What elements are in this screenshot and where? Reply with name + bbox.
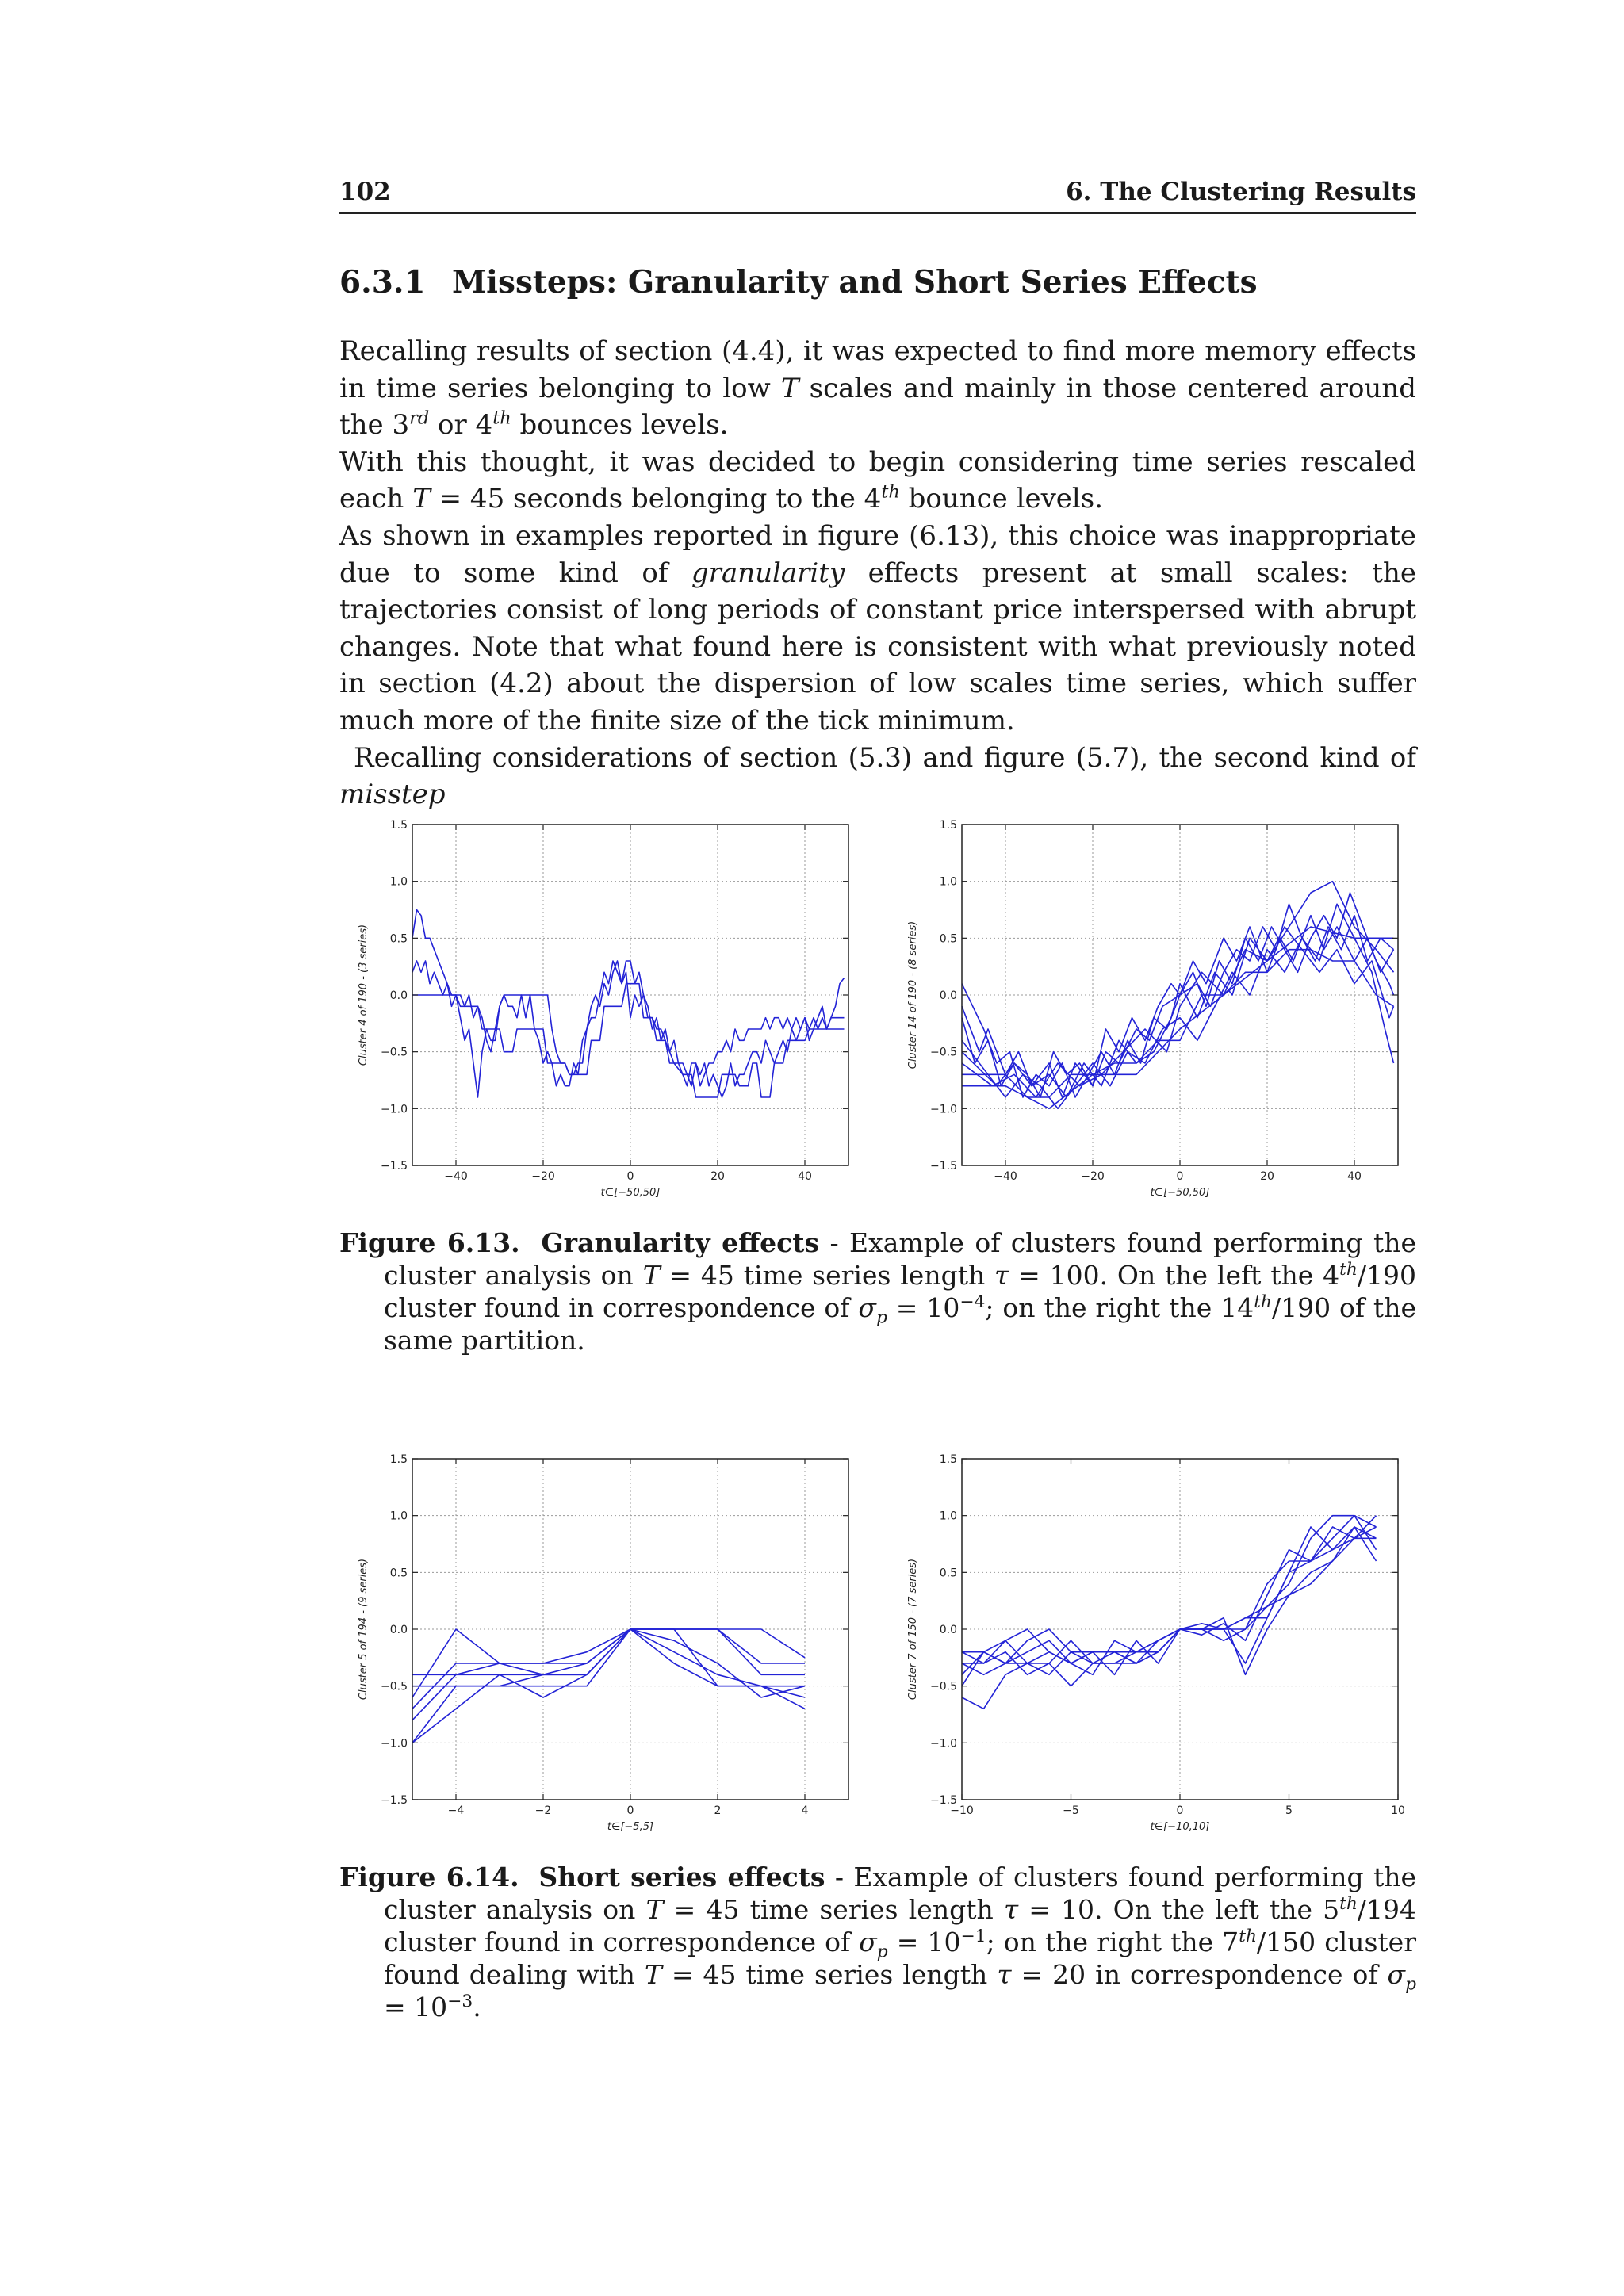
superscript: th <box>1254 1292 1272 1312</box>
paragraph-3 <box>339 518 1416 740</box>
y-tick-label: 0.0 <box>389 989 408 1002</box>
text-span: bounce levels. <box>899 483 1104 515</box>
emphasis: misstep <box>339 779 446 811</box>
y-tick-label: 1.5 <box>389 819 408 832</box>
section-heading: Missteps: Granularity and Short Series Effects <box>452 264 1258 300</box>
math-sigma: σ <box>1387 1959 1406 1990</box>
text-span: = 45 time series length <box>661 1959 998 1990</box>
math-T: T <box>645 1894 664 1925</box>
figure-label: Figure 6.14. <box>339 1862 519 1892</box>
x-axis-label: t∈[−10,10] <box>1150 1821 1210 1833</box>
y-axis-label: Cluster 5 of 194 - (9 series) <box>358 1558 370 1701</box>
figure-title: Short series effects <box>538 1862 825 1892</box>
x-tick-label: 4 <box>801 1804 809 1817</box>
y-tick-label: 1.0 <box>939 1510 957 1523</box>
y-tick-label: −0.5 <box>930 1680 957 1693</box>
superscript: −4 <box>959 1292 986 1312</box>
caption-text <box>339 1861 1416 2023</box>
text-span: = 45 seconds belonging to the 4 <box>430 483 882 515</box>
y-tick-label: −1.5 <box>381 1794 408 1807</box>
y-axis-label: Cluster 4 of 190 - (3 series) <box>358 924 370 1066</box>
paragraph-2 <box>339 444 1416 518</box>
y-tick-label: 0.5 <box>939 1567 957 1580</box>
math-sigma: σ <box>858 1292 876 1323</box>
series-line <box>412 1629 805 1720</box>
section-number: 6.3.1 <box>339 264 426 300</box>
x-tick-label: −40 <box>994 1170 1017 1183</box>
series-line <box>962 1516 1377 1675</box>
series-line <box>962 1527 1377 1674</box>
text-span: scales and mainly in those centered around the 3 <box>339 372 1416 442</box>
page-header <box>339 176 1416 214</box>
y-tick-label: 0.0 <box>389 1624 408 1636</box>
figure-6-13-caption <box>339 1226 1416 1357</box>
chapter-title: 6. The Clustering Results <box>1066 178 1416 206</box>
y-tick-label: 0.5 <box>939 932 957 946</box>
text-span: /190 of the same partition. <box>384 1292 1416 1356</box>
math-T: T <box>412 483 431 515</box>
y-tick-label: 0.5 <box>389 1567 408 1580</box>
y-tick-label: −1.5 <box>381 1160 408 1173</box>
y-tick-label: 1.0 <box>389 875 408 889</box>
page-number: 102 <box>339 178 391 206</box>
figure-6-13-right-plot <box>898 813 1422 1209</box>
figure-6-14-right-plot <box>898 1447 1422 1843</box>
series-line <box>962 916 1394 1097</box>
series-line <box>962 950 1394 1097</box>
text-span: = 45 time series length <box>660 1260 995 1291</box>
series-line <box>962 882 1394 1097</box>
y-tick-label: −1.0 <box>381 1737 408 1751</box>
text-span: /190 cluster found in correspondence of <box>384 1260 1416 1323</box>
y-tick-label: 0.0 <box>939 1624 957 1636</box>
y-axis-label: Cluster 7 of 150 - (7 series) <box>907 1558 919 1701</box>
text-span: /150 cluster found dealing with <box>384 1927 1416 1990</box>
math-sigma: σ <box>859 1927 877 1957</box>
superscript: rd <box>409 408 430 429</box>
x-tick-label: −20 <box>1081 1170 1105 1183</box>
superscript: th <box>1239 1927 1258 1946</box>
x-tick-label: 0 <box>1176 1804 1184 1817</box>
figure-6-13-left-plot <box>349 813 872 1209</box>
subscript: p <box>875 1307 887 1328</box>
superscript: th <box>881 482 900 503</box>
text-span: Example of clusters found performing the cluster analysis on <box>384 1227 1416 1291</box>
text-span: = 100. On the left the 4 <box>1009 1260 1340 1291</box>
series-line <box>962 904 1394 1097</box>
x-tick-label: 0 <box>626 1804 634 1817</box>
series-group <box>962 1516 1377 1709</box>
math-T: T <box>644 1959 662 1990</box>
x-tick-label: 2 <box>714 1804 722 1817</box>
text-span: bounces levels. <box>511 409 729 442</box>
y-tick-label: −1.5 <box>930 1794 957 1807</box>
math-T: T <box>780 372 799 404</box>
y-tick-label: 1.0 <box>389 1510 408 1523</box>
figure-6-14-caption <box>339 1861 1416 2023</box>
x-tick-label: −2 <box>534 1804 552 1817</box>
y-tick-label: −0.5 <box>381 1046 408 1059</box>
math-tau: τ <box>1003 1894 1019 1925</box>
series-group <box>412 1629 805 1743</box>
y-tick-label: 1.0 <box>939 875 957 889</box>
superscript: th <box>1339 1894 1358 1914</box>
series-line <box>412 1629 805 1686</box>
body-text <box>339 333 1416 813</box>
x-tick-label: 20 <box>710 1170 725 1183</box>
figure-6-14-left-plot <box>349 1447 872 1843</box>
y-tick-label: −0.5 <box>381 1680 408 1693</box>
y-tick-label: −0.5 <box>930 1046 957 1059</box>
x-tick-label: 20 <box>1260 1170 1274 1183</box>
subscript: p <box>876 1942 888 1962</box>
text-span: ; on the right the 7 <box>986 1927 1239 1957</box>
x-tick-label: 40 <box>1347 1170 1362 1183</box>
math-tau: τ <box>997 1959 1012 1990</box>
text-span: or 4 <box>429 409 493 442</box>
y-tick-label: 0.5 <box>389 932 408 946</box>
x-tick-label: 0 <box>626 1170 634 1183</box>
text-span: Example of clusters found performing the cluster analysis on <box>384 1862 1417 1925</box>
text-span: - <box>819 1227 850 1258</box>
figure-label: Figure 6.13. <box>339 1227 520 1258</box>
x-tick-label: 0 <box>1176 1170 1184 1183</box>
series-line <box>962 1516 1377 1675</box>
superscript: th <box>492 408 511 429</box>
text-span: = 45 time series length <box>663 1894 1004 1925</box>
x-tick-label: −40 <box>444 1170 468 1183</box>
text-span: = 20 in correspondence of <box>1011 1959 1388 1990</box>
series-line <box>962 1527 1377 1674</box>
y-tick-label: −1.0 <box>381 1103 408 1116</box>
text-span: Recalling results of section (4.4), it was expected to find more memory effects in time series belonging to low <box>339 335 1416 404</box>
text-span: ; on the right the 14 <box>985 1292 1254 1323</box>
superscript: th <box>1339 1260 1358 1280</box>
x-tick-label: 10 <box>1391 1804 1405 1817</box>
y-tick-label: −1.0 <box>930 1103 957 1116</box>
text-span: = 10 <box>887 1927 961 1957</box>
y-tick-label: −1.5 <box>930 1160 957 1173</box>
text-span: = 10. On the left the 5 <box>1018 1894 1340 1925</box>
x-axis-label: t∈[−50,50] <box>600 1187 661 1199</box>
x-tick-label: −5 <box>1063 1804 1079 1817</box>
y-tick-label: 0.0 <box>939 989 957 1002</box>
x-tick-label: −10 <box>950 1804 974 1817</box>
paragraph-1 <box>339 333 1416 444</box>
text-span: As shown in examples reported in figure (6.13), this choice was inappropriate due to some kind of <box>339 519 1416 589</box>
series-line <box>962 1527 1377 1709</box>
superscript: −3 <box>447 1992 473 2011</box>
series-line <box>412 961 845 1097</box>
x-axis-label: t∈[−50,50] <box>1150 1187 1210 1199</box>
text-span: - <box>825 1862 854 1892</box>
paragraph-4 <box>339 740 1416 813</box>
x-tick-label: 40 <box>798 1170 812 1183</box>
subscript: p <box>1405 1974 1417 1995</box>
text-span: Recalling considerations of section (5.3) and figure (5.7), the second kind of <box>354 741 1416 774</box>
y-tick-label: 1.5 <box>939 819 957 832</box>
text-span: = 10 <box>887 1292 960 1323</box>
text-span: = 10 <box>384 1992 448 2022</box>
text-span: effects present at small scales: the trajectories consist of long periods of constant price interspersed with abrupt changes. Note that what found here is consistent with what previously noted in section (4.2) about the dispersion of low scales time series, which suffer much more of the finite size of the tick minimum. <box>339 557 1416 737</box>
y-tick-label: 1.5 <box>939 1453 957 1466</box>
section-title <box>339 264 1258 300</box>
emphasis: granularity <box>691 557 845 589</box>
x-tick-label: −20 <box>531 1170 555 1183</box>
y-tick-label: 1.5 <box>389 1453 408 1466</box>
math-T: T <box>642 1260 661 1291</box>
superscript: −1 <box>960 1927 986 1946</box>
x-tick-label: −4 <box>447 1804 465 1817</box>
x-axis-label: t∈[−5,5] <box>607 1821 654 1833</box>
math-tau: τ <box>994 1260 1009 1291</box>
x-tick-label: 5 <box>1285 1804 1293 1817</box>
caption-text <box>339 1226 1416 1357</box>
text-span: /194 cluster found in correspondence of <box>384 1894 1417 1957</box>
y-axis-label: Cluster 14 of 190 - (8 series) <box>907 920 919 1070</box>
text-span: . <box>473 1992 481 2022</box>
series-line <box>962 904 1394 1108</box>
figure-title: Granularity effects <box>541 1227 820 1258</box>
y-tick-label: −1.0 <box>930 1737 957 1751</box>
series-line <box>962 927 1394 1108</box>
text-span: With this thought, it was decided to begin considering time series rescaled each <box>339 446 1416 515</box>
